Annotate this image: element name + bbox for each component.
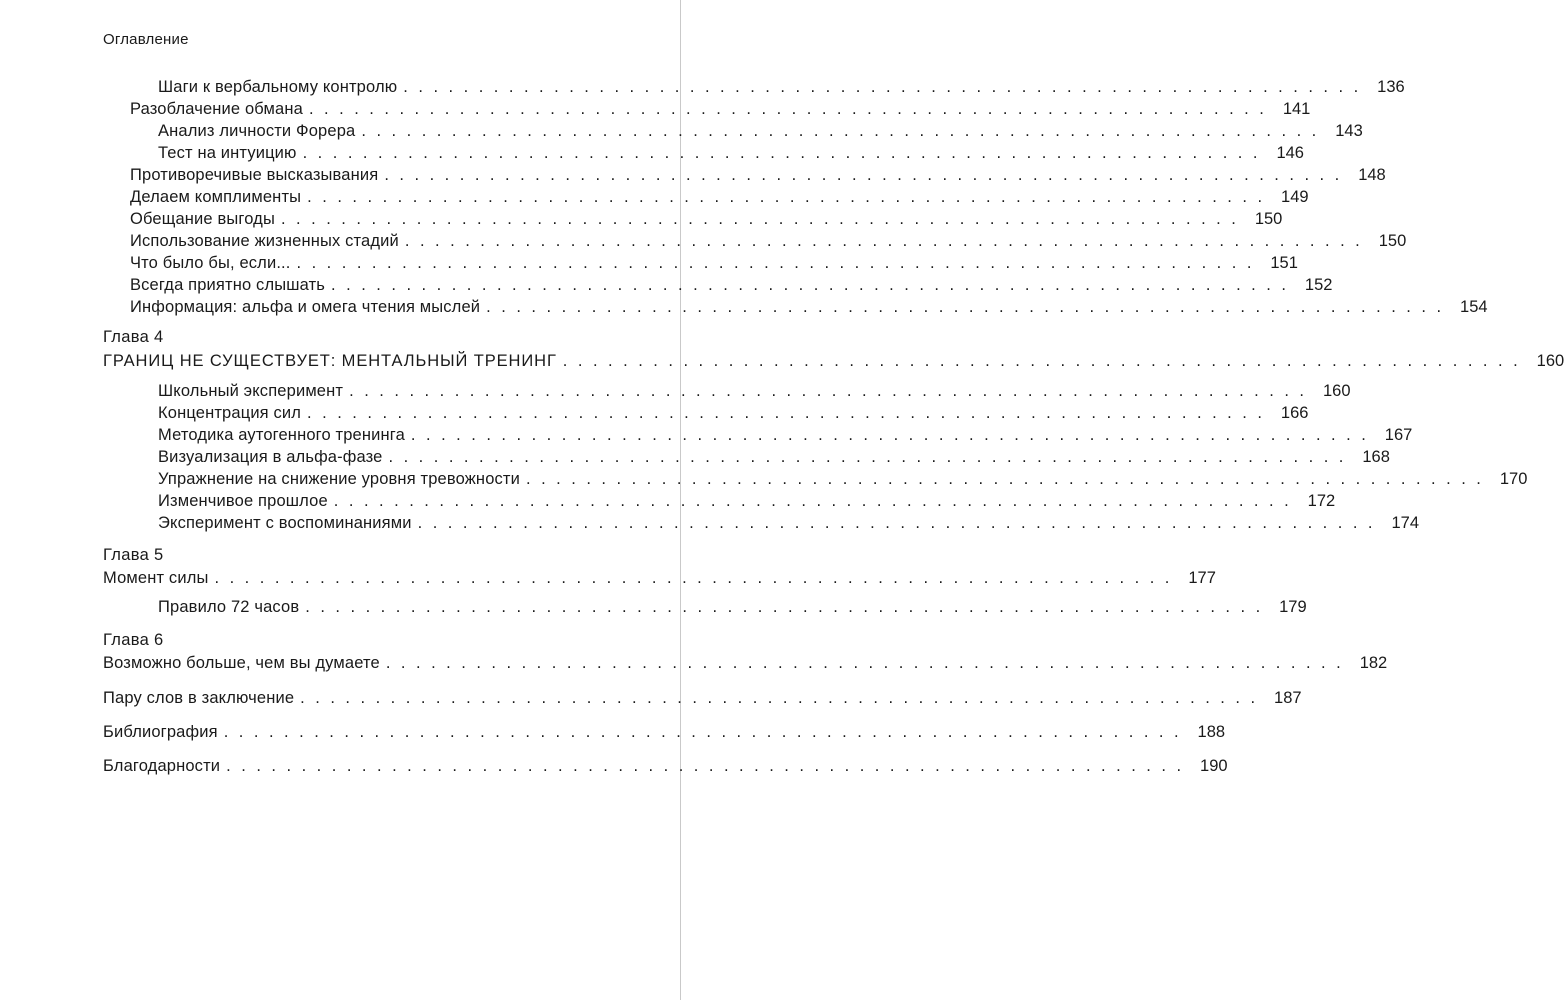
- toc-entry-page: 170: [1499, 470, 1528, 488]
- toc-entry-page: 167: [1384, 426, 1413, 444]
- toc-entry-title: Методика аутогенного тренинга: [158, 426, 405, 444]
- running-head: Оглавление: [103, 31, 189, 48]
- toc-entry[interactable]: [130, 209, 1283, 229]
- toc-entry-page: 160: [1322, 382, 1351, 400]
- dot-leader: ................................................................: [526, 470, 1492, 488]
- toc-entry-title: Шаги к вербальному контролю: [158, 78, 398, 96]
- chapter-heading[interactable]: [103, 351, 1564, 371]
- toc-entry-page: 148: [1358, 166, 1386, 184]
- toc-entry-title: ГРАНИЦ НЕ СУЩЕСТВУЕТ: МЕНТАЛЬНЫЙ ТРЕНИНГ: [103, 352, 557, 370]
- toc-entry[interactable]: [158, 513, 1420, 533]
- toc-entry[interactable]: [158, 469, 1528, 489]
- toc-entry[interactable]: [158, 403, 1309, 423]
- toc-entry-title: Анализ личности Форера: [158, 122, 356, 140]
- toc-entry-page: 182: [1359, 654, 1388, 672]
- toc-entry-page: 152: [1304, 276, 1333, 294]
- toc-entry-title: Правило 72 часов: [158, 598, 300, 616]
- toc-entry-title: Изменчивое прошлое: [158, 492, 328, 510]
- toc-entry[interactable]: [130, 253, 1298, 273]
- chapter-heading[interactable]: [103, 653, 1388, 673]
- dot-leader: ................................................................: [305, 598, 1271, 616]
- dot-leader: ................................................................: [385, 654, 1352, 672]
- toc-entry-page: 190: [1200, 757, 1228, 775]
- toc-entry-title: Тест на интуицию: [158, 144, 297, 162]
- toc-entry-page: 143: [1335, 122, 1363, 140]
- toc-entry[interactable]: [158, 491, 1336, 511]
- dot-leader: ................................................................: [562, 352, 1529, 370]
- chapter-label: Глава 6: [103, 631, 164, 649]
- dot-leader: ................................................................: [280, 210, 1247, 228]
- toc-entry-page: 166: [1280, 404, 1309, 422]
- dot-leader: ................................................................: [302, 144, 1268, 162]
- toc-entry-page: 141: [1282, 100, 1311, 118]
- toc-entry[interactable]: [130, 99, 1311, 119]
- toc-entry-title: Использование жизненных стадий: [130, 232, 399, 250]
- toc-entry[interactable]: [158, 381, 1351, 401]
- toc-entry-title: Эксперимент с воспоминаниями: [158, 514, 412, 532]
- back-matter-entry[interactable]: [103, 756, 1228, 776]
- dot-leader: ................................................................: [361, 122, 1327, 140]
- toc-entry[interactable]: [130, 297, 1488, 317]
- toc-entry[interactable]: [158, 77, 1405, 97]
- dot-leader: ................................................................: [331, 276, 1297, 294]
- toc-entry[interactable]: [130, 165, 1386, 185]
- toc-entry-title: Момент силы: [103, 569, 209, 587]
- toc-entry-title: Пару слов в заключение: [103, 689, 295, 707]
- dot-leader: ................................................................: [404, 232, 1371, 250]
- chapter-label: Глава 5: [103, 546, 164, 564]
- toc-entry-page: 154: [1460, 298, 1488, 316]
- toc-entry-page: 177: [1188, 569, 1216, 587]
- toc-entry[interactable]: [158, 447, 1390, 467]
- toc-entry-title: Разоблачение обмана: [130, 100, 303, 118]
- toc-entry-title: Делаем комплименты: [130, 188, 302, 206]
- dot-leader: ................................................................: [410, 426, 1377, 444]
- toc-entry-title: Благодарности: [103, 757, 221, 775]
- dot-leader: ................................................................: [333, 492, 1300, 510]
- dot-leader: ................................................................: [349, 382, 1315, 400]
- dot-leader: ................................................................: [223, 723, 1190, 741]
- dot-leader: ................................................................: [214, 569, 1180, 587]
- toc-entry-title: Упражнение на снижение уровня тревожности: [158, 470, 520, 488]
- toc-entry-page: 149: [1281, 188, 1309, 206]
- dot-leader: ................................................................: [226, 757, 1192, 775]
- toc-entry-page: 172: [1307, 492, 1336, 510]
- toc-entry-page: 188: [1197, 723, 1226, 741]
- toc-entry-page: 150: [1254, 210, 1283, 228]
- dot-leader: ................................................................: [417, 514, 1384, 532]
- toc-entry[interactable]: [130, 231, 1407, 251]
- toc-entry[interactable]: [158, 121, 1363, 141]
- toc-entry[interactable]: [158, 425, 1413, 445]
- dot-leader: ................................................................: [486, 298, 1452, 316]
- toc-entry-page: 150: [1378, 232, 1407, 250]
- toc-entry-page: 151: [1270, 254, 1298, 272]
- chapter-label: Глава 4: [103, 328, 164, 346]
- toc-entry-title: Концентрация сил: [158, 404, 302, 422]
- toc-entry-title: Информация: альфа и омега чтения мыслей: [130, 298, 481, 316]
- dot-leader: ................................................................: [308, 100, 1275, 118]
- toc-entry-title: Возможно больше, чем вы думаете: [103, 654, 380, 672]
- back-matter-entry[interactable]: [103, 688, 1302, 708]
- toc-entry-page: 187: [1274, 689, 1302, 707]
- toc-entry-title: Противоречивые высказывания: [130, 166, 379, 184]
- toc-entry[interactable]: [158, 597, 1307, 617]
- toc-entry-title: Визуализация в альфа-фазе: [158, 448, 383, 466]
- toc-entry-page: 146: [1276, 144, 1304, 162]
- back-matter-entry[interactable]: [103, 722, 1226, 742]
- dot-leader: ................................................................: [300, 689, 1266, 707]
- toc-entry-page: 168: [1362, 448, 1390, 466]
- toc-entry-title: Библиография: [103, 723, 218, 741]
- toc-entry[interactable]: [158, 143, 1304, 163]
- toc-entry-title: Школьный эксперимент: [158, 382, 344, 400]
- toc-entry-title: Всегда приятно слышать: [130, 276, 326, 294]
- dot-leader: ................................................................: [307, 404, 1273, 422]
- toc-entry-page: 179: [1279, 598, 1307, 616]
- dot-leader: ................................................................: [296, 254, 1262, 272]
- dot-leader: ................................................................: [403, 78, 1369, 96]
- toc-entry[interactable]: [130, 187, 1309, 207]
- toc-entry-title: Что было бы, если...: [130, 254, 291, 272]
- dot-leader: ................................................................: [307, 188, 1273, 206]
- toc-entry-page: 136: [1377, 78, 1405, 96]
- dot-leader: ................................................................: [388, 448, 1354, 466]
- dot-leader: ................................................................: [384, 166, 1350, 184]
- toc-entry-page: 160: [1536, 352, 1564, 370]
- toc-entry-title: Обещание выгоды: [130, 210, 275, 228]
- toc-entry-page: 174: [1391, 514, 1420, 532]
- chapter-heading[interactable]: [103, 568, 1216, 588]
- toc-entry[interactable]: [130, 275, 1333, 295]
